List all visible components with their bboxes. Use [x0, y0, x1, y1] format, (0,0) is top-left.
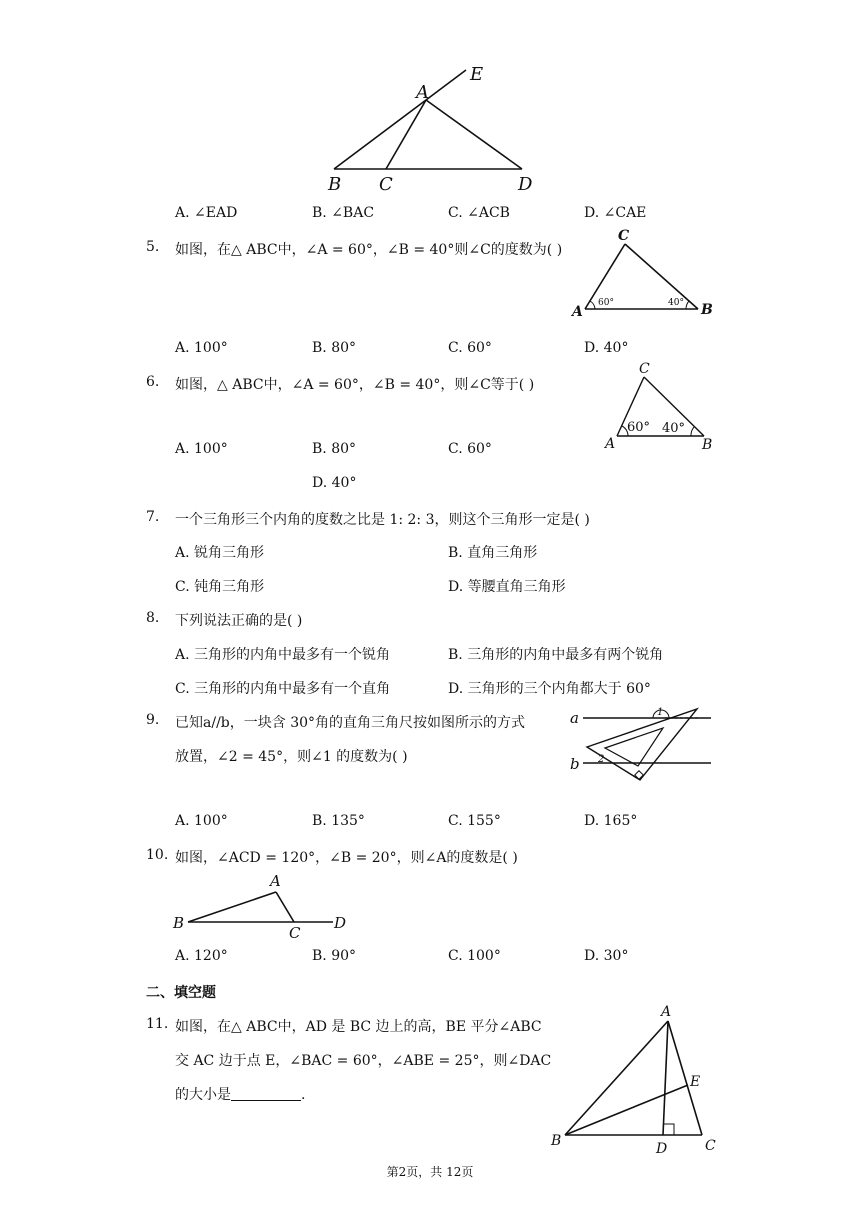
q4-option-c: C. ∠ACB	[448, 205, 510, 221]
q10-number: 10.	[146, 847, 169, 863]
q8-option-a: A. 三角形的内角中最多有一个锐角	[175, 647, 391, 663]
q6-stem: 如图，△ ABC中，∠A = 60°，∠B = 40°，则∠C等于( )	[175, 377, 535, 393]
q5-stem: 如图，在△ ABC中，∠A = 60°，∠B = 40°则∠C的度数为( )	[175, 242, 563, 258]
q4-option-b: B. ∠BAC	[312, 205, 375, 221]
q6-angle-a: 60°	[627, 420, 651, 435]
q10-option-b: B. 90°	[312, 948, 357, 964]
q5-option-b: B. 80°	[312, 340, 357, 356]
q4-option-d: D. ∠CAE	[584, 205, 647, 221]
q4-option-a: A. ∠EAD	[175, 205, 238, 221]
q5-option-a: A. 100°	[175, 340, 228, 356]
q6-option-d: D. 40°	[312, 475, 357, 491]
q5-option-d: D. 40°	[584, 340, 629, 356]
q6-option-c: C. 60°	[448, 441, 492, 457]
q11-label-b: B	[551, 1133, 562, 1149]
q11-number: 11.	[146, 1016, 169, 1032]
q11-figure	[545, 1002, 725, 1157]
q4-label-e: E	[470, 64, 484, 85]
q5-label-c: C	[618, 228, 630, 244]
q7-stem: 一个三角形三个内角的度数之比是 1: 2: 3，则这个三角形一定是( )	[175, 512, 590, 528]
q10-label-a: A	[270, 872, 281, 890]
q10-option-d: D. 30°	[584, 948, 629, 964]
q4-label-d: D	[518, 174, 533, 195]
q7-option-c: C. 钝角三角形	[175, 579, 265, 595]
q11-label-a: A	[661, 1004, 672, 1020]
q4-figure	[320, 58, 550, 198]
q9-angle-1: 1	[657, 707, 664, 718]
q4-label-b: B	[328, 174, 342, 195]
q7-option-d: D. 等腰直角三角形	[448, 579, 566, 595]
q11-stem-line2: 交 AC 边于点 E，∠BAC = 60°，∠ABE = 25°，则∠DAC	[175, 1053, 552, 1069]
q5-angle-b: 40°	[668, 298, 684, 308]
q6-label-a: A	[605, 436, 616, 452]
q9-stem-line1: 已知a//b，一块含 30°角的直角三角尺按如图所示的方式	[175, 715, 526, 731]
q10-option-c: C. 100°	[448, 948, 501, 964]
q5-label-a: A	[572, 304, 583, 320]
q6-number: 6.	[146, 374, 160, 390]
q6-label-c: C	[639, 361, 650, 377]
q9-label-b: b	[570, 755, 580, 773]
q8-number: 8.	[146, 610, 160, 626]
q10-option-a: A. 120°	[175, 948, 228, 964]
q7-option-b: B. 直角三角形	[448, 545, 538, 561]
q10-label-d: D	[334, 914, 347, 932]
q8-option-b: B. 三角形的内角中最多有两个锐角	[448, 647, 664, 663]
q9-label-a: a	[570, 709, 579, 727]
q4-label-c: C	[379, 174, 393, 195]
page-footer: 第2页，共 12页	[386, 1165, 474, 1179]
q8-option-c: C. 三角形的内角中最多有一个直角	[175, 681, 391, 697]
q4-label-a: A	[416, 82, 429, 103]
q8-stem: 下列说法正确的是( )	[175, 613, 303, 629]
q9-option-b: B. 135°	[312, 813, 365, 829]
q10-figure	[168, 868, 358, 940]
q5-angle-a: 60°	[598, 298, 614, 308]
q6-figure	[600, 360, 720, 455]
q9-option-a: A. 100°	[175, 813, 228, 829]
q6-option-a: A. 100°	[175, 441, 228, 457]
q11-label-e: E	[690, 1074, 701, 1090]
q11-stem-line3: 的大小是	[175, 1087, 231, 1103]
q11-answer-blank[interactable]	[231, 1086, 301, 1101]
q9-figure	[565, 700, 715, 785]
q11-label-d: D	[656, 1141, 668, 1157]
q9-stem-line2: 放置，∠2 = 45°，则∠1 的度数为( )	[175, 749, 408, 765]
q6-angle-b: 40°	[662, 421, 686, 436]
q5-option-c: C. 60°	[448, 340, 492, 356]
q5-number: 5.	[146, 239, 160, 255]
q11-stem-line1: 如图，在△ ABC中，AD 是 BC 边上的高，BE 平分∠ABC	[175, 1019, 542, 1035]
q6-option-b: B. 80°	[312, 441, 357, 457]
q9-option-d: D. 165°	[584, 813, 638, 829]
q9-number: 9.	[146, 712, 160, 728]
q10-label-c: C	[289, 924, 301, 940]
q6-label-b: B	[702, 437, 713, 453]
q11-stem-end: .	[301, 1087, 306, 1103]
q10-label-b: B	[173, 914, 185, 932]
q11-stem-line3-wrap	[175, 1084, 305, 1104]
section-fill-in-blank-heading: 二、填空题	[146, 985, 216, 1001]
q9-angle-2: 2	[598, 754, 605, 765]
q11-label-c: C	[705, 1138, 716, 1154]
q9-option-c: C. 155°	[448, 813, 501, 829]
q7-number: 7.	[146, 509, 160, 525]
q8-option-d: D. 三角形的三个内角都大于 60°	[448, 681, 651, 697]
q5-figure	[568, 226, 718, 321]
q5-label-b: B	[701, 302, 713, 318]
q7-option-a: A. 锐角三角形	[175, 545, 265, 561]
q10-stem: 如图，∠ACD = 120°，∠B = 20°，则∠A的度数是( )	[175, 850, 518, 866]
